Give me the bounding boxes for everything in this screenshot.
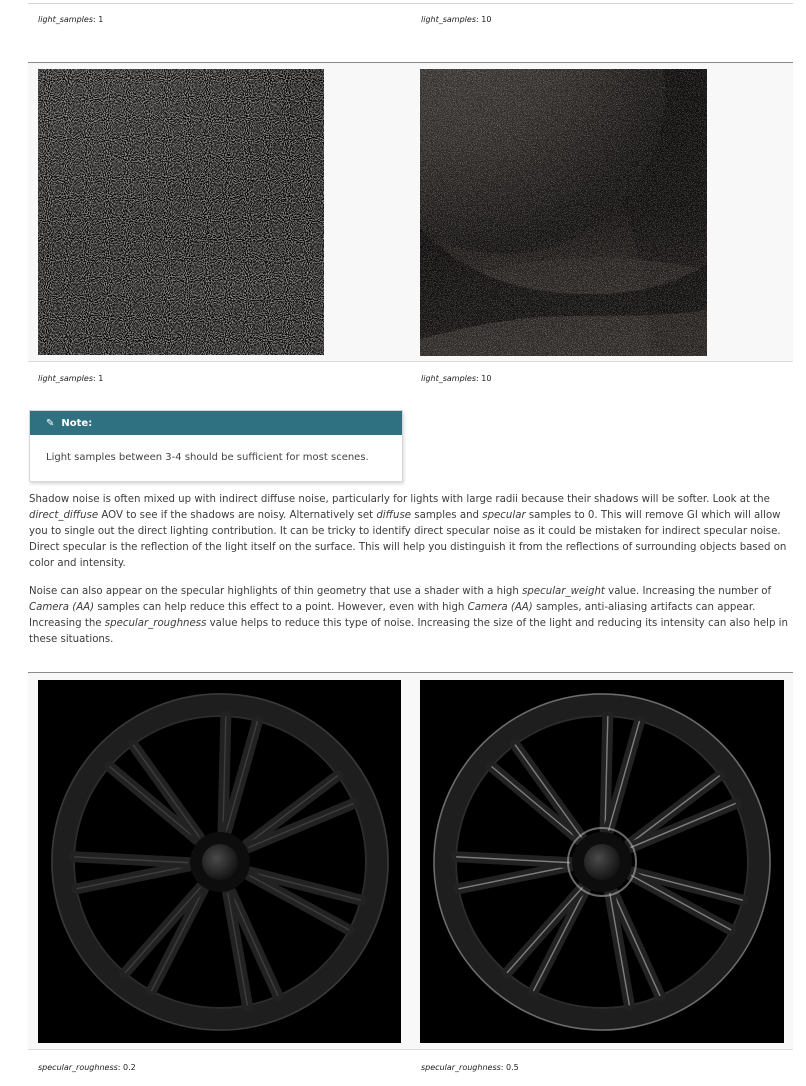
text-run: samples to 0. This will remove GI which will allow you to single out the direct lighting contribution. It can be tricky to identify direct specular noise as it could be mistaken for indirect specular noise. Direct specular is the reflection of the light itself on the surface. This will help you distinguish it from the reflections of surrounding objects based on color and intensity. <box>29 510 787 569</box>
param-name: specular_weight <box>522 586 605 597</box>
note-header <box>30 411 402 435</box>
param-name: specular <box>482 510 526 521</box>
text-run: samples, anti-aliasing artifacts can appear. Increasing the <box>29 602 756 629</box>
caption-light-samples-10: light_samples: 10 <box>421 15 492 24</box>
caption-value: 10 <box>481 15 492 24</box>
caption-light-samples-1: light_samples: 1 <box>38 15 104 24</box>
text-run: samples and <box>411 510 483 521</box>
caption-light-samples-1: light_samples: 1 <box>38 374 104 383</box>
wheel-image-roughness-0.2 <box>38 680 401 1043</box>
text-run: value helps to reduce this type of noise. Increasing the size of the light and reducing its intensity can also help in these situations. <box>29 618 788 645</box>
caption-value: 0.5 <box>506 1063 519 1072</box>
text-run: Noise can also appear on the specular highlights of thin geometry that use a shader with a high <box>29 586 523 597</box>
wheel-render-1 <box>38 680 401 1043</box>
caption-param: light_samples <box>421 15 476 24</box>
text-run: AOV to see if the shadows are noisy. Alternatively set <box>98 510 377 521</box>
sphere-image-clean <box>420 69 707 356</box>
text-run: samples can help reduce this effect to a point. However, even with high <box>94 602 468 613</box>
caption-param: light_samples <box>38 15 93 24</box>
param-name: specular_roughness <box>104 618 207 629</box>
text-run: value. Increasing the number of <box>604 586 772 597</box>
note-admonition <box>29 410 403 482</box>
sphere-render-1 <box>38 69 324 355</box>
paragraph-specular-noise <box>29 584 797 648</box>
caption-specular-roughness-0.2: specular_roughness: 0.2 <box>38 1063 136 1072</box>
wheel-image-roughness-0.5 <box>420 680 784 1043</box>
caption-value: 1 <box>98 15 104 24</box>
caption-value: 1 <box>98 374 104 383</box>
param-name: Camera (AA) <box>29 602 95 613</box>
pencil-icon: ✎ <box>46 417 55 429</box>
text-run: Shadow noise is often mixed up with indirect diffuse noise, particularly for lights with large radii because their shadows will be softer. Look at the <box>29 494 770 505</box>
table-bottom-rule <box>28 361 793 362</box>
note-body: Light samples between 3-4 should be sufficient for most scenes. <box>46 452 369 463</box>
caption-param: specular_roughness <box>38 1063 118 1072</box>
caption-param: specular_roughness <box>421 1063 501 1072</box>
caption-value: 10 <box>481 374 492 383</box>
sphere-image-noisy <box>38 69 324 355</box>
sphere-render-10 <box>420 69 707 356</box>
param-name: diffuse <box>376 510 412 521</box>
aov-name: direct_diffuse <box>29 510 99 521</box>
wheel-render-2 <box>420 680 784 1043</box>
param-name: Camera (AA) <box>467 602 533 613</box>
paragraph-shadow-noise <box>29 492 797 572</box>
caption-value: 0.2 <box>123 1063 136 1072</box>
note-title: Note: <box>61 417 93 429</box>
caption-light-samples-10: light_samples: 10 <box>421 374 492 383</box>
caption-specular-roughness-0.5: specular_roughness: 0.5 <box>421 1063 519 1072</box>
caption-param: light_samples <box>421 374 476 383</box>
table-bottom-rule <box>28 1049 793 1050</box>
caption-param: light_samples <box>38 374 93 383</box>
top-divider <box>28 3 793 4</box>
